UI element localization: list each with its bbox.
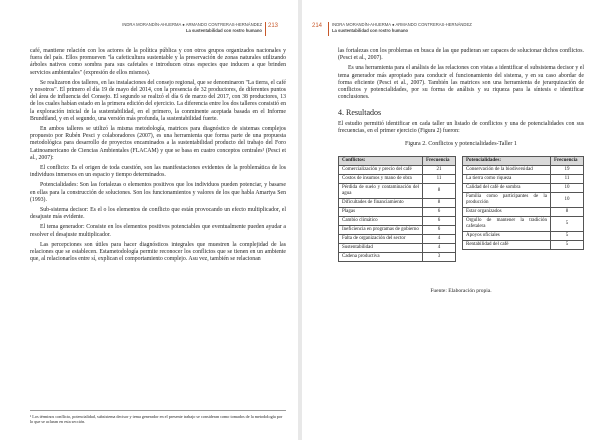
row-frequency: 4 (423, 244, 456, 253)
row-frequency: 4 (423, 235, 456, 244)
paragraph: El tema generador: Consiste en los elementos positivos potenciables que eventualmente pueden ayudar a resolver el desajuste multiplicador. (30, 224, 286, 238)
table-row (339, 184, 456, 199)
row-frequency: 5 (551, 217, 584, 232)
left-running-header (62, 22, 262, 34)
row-label: Estar organizados (463, 208, 551, 217)
row-frequency: 3 (423, 253, 456, 262)
paragraph: El estudio permitió identificar en cada taller un listado de conflictos y una de potencialidades con sus frecuencias, en el primer ejercicio (Figura 2) fueron: (338, 120, 584, 134)
right-body (338, 48, 584, 295)
row-label: Apoyos oficiales (463, 232, 551, 241)
table-row (463, 232, 584, 241)
right-page (302, 0, 600, 440)
table-row (339, 175, 456, 184)
row-frequency: 8 (423, 199, 456, 208)
table-row (339, 244, 456, 253)
row-label: Pérdida de suelo y contaminación del agua (339, 184, 423, 199)
table-row (463, 208, 584, 217)
right-header-title: La sustentabilidad con rostro humano (332, 28, 409, 33)
row-label: Cadena productiva (339, 253, 423, 262)
row-label: Sustentabilidad (339, 244, 423, 253)
section-heading: 4. Resultados (338, 108, 382, 118)
row-label: Falta de organización del sector (339, 235, 423, 244)
paragraph: El conflicto: Es el origen de toda cuestión, son las manifestaciones evidentes de la problemática de los individuos inmersos en un espacio y tiempo determinados. (30, 165, 286, 179)
row-frequency: 5 (551, 241, 584, 250)
table-row (463, 184, 584, 193)
table-row (463, 241, 584, 250)
left-header-title: La sustentabilidad con rostro humano (185, 28, 262, 33)
row-frequency: 11 (423, 175, 456, 184)
row-frequency: 19 (551, 166, 584, 175)
paragraph: las fortalezas con los problemas en busca de las que pudieran ser capaces de solucionar dichos conflictos. (Pesci et al., 2007). (338, 48, 584, 62)
conflicts-table (338, 156, 456, 262)
right-running-header (332, 22, 532, 34)
row-label: Conservación de la biodiversidad (463, 166, 551, 175)
left-header-rule (265, 22, 266, 36)
row-frequency: 6 (423, 208, 456, 217)
table-row (339, 235, 456, 244)
paragraph: Las percepciones son útiles para hacer diagnósticos integrales que muestren la complejidad de las relaciones que se establecen. Estametodología permite reconocer los conflictos que se tienen en un ambiente que, al relacionarlos entre sí, explican el comportamiento complejo. Asu vez, también se relacionan (30, 241, 286, 263)
table-row (339, 166, 456, 175)
paragraph: Se realizaron dos talleres, en las instalaciones del consejo regional, que se denominaron "La tierra, el café y nosotros". El primero el día 19 de mayo del 2014, con la presencia de 32 productores, de diferentes puntos del área de influencia del Consejo. El segundo se realizó el día 6 de marzo del 2017, con 38 productores, 13 de los cuales habían estado en la primera edición del ejercicio. La diferencia entre los dos talleres consistió en la exploración inicial de la sustentabilidad, en el primero, la conminente aceptada basada en el Informe Brundtland, y en el segundo, una versión más profunda, la sustentabilidad fuerte. (30, 79, 286, 122)
figure-source: Fuente: Elaboración propia. (430, 288, 492, 295)
left-body (30, 48, 286, 266)
potentials-table (462, 156, 584, 250)
row-frequency: 8 (423, 184, 456, 199)
row-label: Comercialización y precio del café (339, 166, 423, 175)
paragraph: Es una herramienta para el análisis de las relaciones con vistas a identificar el subsistema decisor y el tema generador más apropiado para conducir el funcionamiento del sistema, y en su caso abordar de forma eficiente (Pesci et al., 2007). También las matrices son una herramienta de jerarquización de conflictos y potencialidades, por su forma de análisis y su riqueza para la síntesis e identificar conclusiones. (338, 65, 584, 101)
table-row (463, 166, 584, 175)
right-header-authors: INDRA MORANDÍN-AHUERMA ● ARMANDO CONTRERAS-HERNÁNDEZ (332, 22, 472, 27)
table-header: Potencialidades: (463, 157, 551, 166)
table-header: Conflictos: (339, 157, 423, 166)
left-page-number: 213 (267, 23, 278, 29)
row-label: Orgullo de mantener la tradición cafetalera (463, 217, 551, 232)
figure-tables (338, 156, 584, 286)
row-label: Costos de insumos y mano de obra (339, 175, 423, 184)
row-label: Familia como participantes de la producción (463, 193, 551, 208)
row-frequency: 10 (551, 193, 584, 208)
paragraph: Sub-sistema decisor: Es el o los elementos de conflicto que están provocando un efecto multiplicador, el desajuste más evidente. (30, 207, 286, 221)
paragraph: Potencialidades: Son las fortalezas o elementos positivos que los individuos pueden potenciar, y basarse en ellas para la construcción de soluciones. Son los funcionamientos y valores de los que habla Amartya Sen (1993). (30, 182, 286, 203)
row-frequency: 5 (551, 232, 584, 241)
right-header-rule (328, 22, 329, 36)
footnote: ¹ Los términos conflicto, potencialidad, subsistema decisor y tema generador en el presente trabajo se consideran como tomados de la metodología por lo que se aclaran en esta sección. (30, 410, 286, 424)
table-row (339, 199, 456, 208)
figure-caption: Figura 2. Conflictos y potencialidades-Taller 1 (405, 141, 517, 148)
row-label: Dificultades de financiamiento (339, 199, 423, 208)
table-row (339, 217, 456, 226)
table-row (463, 193, 584, 208)
row-frequency: 6 (423, 217, 456, 226)
row-frequency: 11 (551, 175, 584, 184)
row-frequency: 8 (551, 208, 584, 217)
left-header-authors: INDRA MORANDÍN-AHUERMA ● ARMANDO CONTRERAS-HERNÁNDEZ (122, 22, 262, 27)
row-frequency: 10 (551, 184, 584, 193)
left-page (0, 0, 298, 440)
row-label: Rentabilidad del café (463, 241, 551, 250)
row-label: La tierra como riqueza (463, 175, 551, 184)
table-row (463, 175, 584, 184)
row-label: Ineficiencia en programas de gobierno (339, 226, 423, 235)
table-row (339, 226, 456, 235)
paragraph: En ambos talleres se utilizó la misma metodología, matrices para diagnóstico de sistemas complejos propuesto por Rubén Pesci y colaboradores (2007), es una herramienta que forma parte de una propuesta metodológica para desarrollo de proyectos encaminados a la sustentabilidad producto del trabajo del Foro Latinoamericano de Ciencias Ambientales (FLACAM) y que se basa en cuatro conceptos centrales¹ (Pesci et al., 2007): (30, 126, 286, 161)
row-frequency: 6 (423, 226, 456, 235)
table-row (463, 217, 584, 232)
right-page-number: 214 (312, 23, 323, 29)
row-frequency: 21 (423, 166, 456, 175)
paragraph: café, mantiene relación con los actores de la política pública y con otros grupos organizados nacionales y fuera del país. Ellos promueven "la cafeticultura sustentable y la preservación de zonas naturales utilizando árboles nativos como sombra para sus cafetales e introducen otras especies que inducen a que brinden servicios ambientales" (expresión de ellos mismos). (30, 48, 286, 76)
row-label: Cambio climático (339, 217, 423, 226)
table-row (339, 208, 456, 217)
table-header: Frecuencia (423, 157, 456, 166)
row-label: Calidad del café de sombra (463, 184, 551, 193)
table-header: Frecuencia (551, 157, 584, 166)
row-label: Plagas (339, 208, 423, 217)
table-row (339, 253, 456, 262)
